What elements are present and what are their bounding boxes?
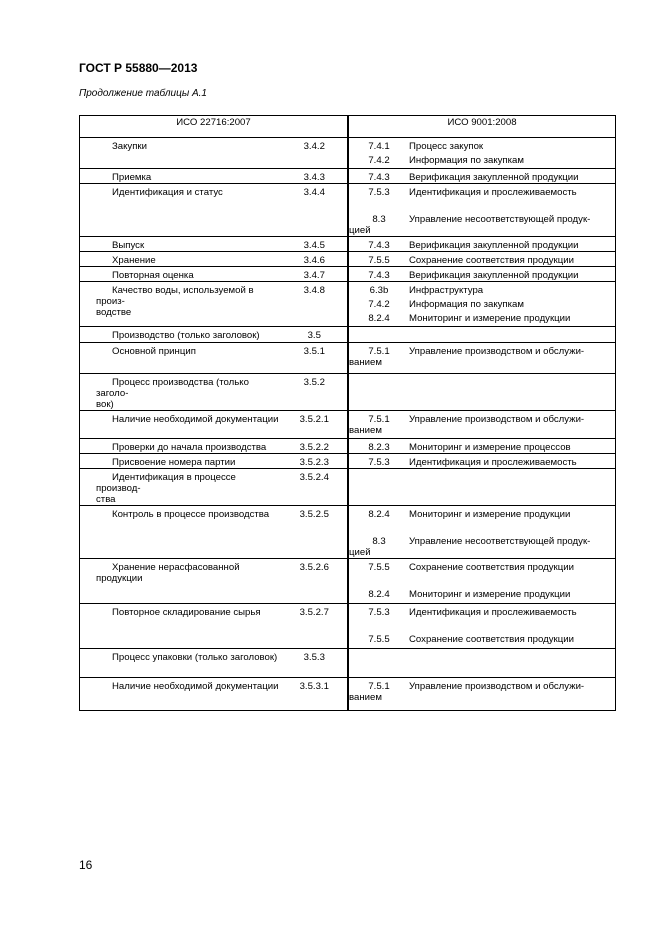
requirement-cell <box>80 604 282 649</box>
iso9001-reference <box>349 172 615 183</box>
clause-number: 3.5.1 <box>282 343 348 374</box>
iso9001-reference <box>349 607 615 618</box>
iso9001-reference <box>349 214 615 236</box>
iso9001-reference <box>349 240 615 251</box>
iso9001-cell <box>349 184 616 237</box>
iso9001-reference <box>349 681 615 703</box>
iso9001-clause: 8.3 <box>372 214 386 225</box>
iso9001-cell <box>349 439 616 454</box>
clause-number: 3.5.3 <box>282 649 348 678</box>
iso9001-title: Мониторинг и измерение продукции <box>409 509 571 520</box>
iso9001-title: Идентификация и прослеживаемость <box>409 457 577 468</box>
iso9001-title: Верификация закупленной продукции <box>409 240 579 251</box>
requirement-text: Контроль в процессе производства <box>112 509 270 520</box>
iso9001-cell <box>349 374 616 411</box>
iso9001-cell <box>349 237 616 252</box>
table-row <box>80 237 616 252</box>
iso9001-reference <box>349 442 615 453</box>
requirement-text: Хранение нерасфасованной продукции <box>96 562 240 584</box>
iso9001-clause: 8.2.4 <box>368 589 390 600</box>
clause-number: 3.4.7 <box>282 267 348 282</box>
requirement-text: Закупки <box>112 141 147 152</box>
iso9001-cell <box>349 343 616 374</box>
clause-number: 3.4.6 <box>282 252 348 267</box>
clause-number: 3.4.4 <box>282 184 348 237</box>
requirement-cell <box>80 374 282 411</box>
table-row <box>80 649 616 678</box>
requirement-cell <box>80 327 282 343</box>
table-row <box>80 454 616 469</box>
table-row <box>80 184 616 237</box>
column-header-iso22716: ИСО 22716:2007 <box>80 116 348 138</box>
iso9001-clause: 7.5.1 <box>368 346 390 357</box>
iso9001-reference <box>349 285 615 296</box>
requirement-cell <box>80 169 282 184</box>
iso9001-reference <box>349 187 615 198</box>
iso9001-cell <box>349 559 616 604</box>
requirement-cell <box>80 559 282 604</box>
iso9001-clause: 6.3b <box>369 285 389 296</box>
iso9001-clause: 7.5.5 <box>368 255 390 266</box>
iso9001-title-continued: ванием <box>349 425 382 436</box>
iso9001-cell <box>349 604 616 649</box>
requirement-text: Процесс упаковки (только заголовок) <box>112 652 278 663</box>
requirement-text: Выпуск <box>112 240 145 251</box>
requirement-cell <box>80 267 282 282</box>
table-row <box>80 678 616 711</box>
requirement-text: Идентификация в процессе производ- <box>96 472 236 494</box>
requirement-text: Повторная оценка <box>112 270 194 281</box>
iso9001-title: Верификация закупленной продукции <box>409 172 579 183</box>
clause-number: 3.5 <box>282 327 348 343</box>
iso9001-reference <box>349 634 615 645</box>
clause-number: 3.5.2.4 <box>282 469 348 506</box>
iso9001-title-continued: цией <box>349 225 371 236</box>
clause-number: 3.5.3.1 <box>282 678 348 711</box>
iso9001-title: Идентификация и прослеживаемость <box>409 607 577 618</box>
iso9001-title: Управление несоответствующей продук- <box>409 214 591 225</box>
requirement-text: Приемка <box>112 172 152 183</box>
table-row <box>80 374 616 411</box>
requirement-text: Наличие необходимой документации <box>112 681 279 692</box>
iso9001-reference <box>349 457 615 468</box>
iso9001-clause: 7.5.3 <box>368 187 390 198</box>
table-row <box>80 327 616 343</box>
requirement-cell <box>80 454 282 469</box>
iso9001-cell <box>349 454 616 469</box>
requirement-cell <box>80 439 282 454</box>
clause-number: 3.5.2.1 <box>282 411 348 439</box>
table-body <box>80 138 616 711</box>
iso9001-clause: 7.5.1 <box>368 414 390 425</box>
correspondence-table <box>79 115 616 711</box>
iso9001-reference <box>349 589 615 600</box>
table-row <box>80 411 616 439</box>
iso9001-title-continued: цией <box>349 547 371 558</box>
iso9001-clause: 7.4.3 <box>368 240 390 251</box>
iso9001-clause: 7.5.1 <box>368 681 390 692</box>
requirement-cell <box>80 138 282 169</box>
iso9001-clause: 8.2.4 <box>368 313 390 324</box>
iso9001-cell <box>349 252 616 267</box>
iso9001-clause: 7.5.3 <box>368 457 390 468</box>
requirement-cell <box>80 506 282 559</box>
iso9001-reference <box>349 346 615 368</box>
iso9001-reference <box>349 536 615 558</box>
clause-number: 3.4.8 <box>282 282 348 327</box>
iso9001-clause: 7.4.2 <box>368 155 390 166</box>
requirement-cell <box>80 343 282 374</box>
requirement-text-continued: вок) <box>96 399 114 410</box>
table-row <box>80 506 616 559</box>
iso9001-reference <box>349 313 615 324</box>
table-row <box>80 267 616 282</box>
clause-number: 3.5.2 <box>282 374 348 411</box>
column-header-iso9001: ИСО 9001:2008 <box>349 116 616 138</box>
clause-number: 3.4.3 <box>282 169 348 184</box>
requirement-cell <box>80 411 282 439</box>
iso9001-clause: 8.2.3 <box>368 442 390 453</box>
standard-title: ГОСТ Р 55880—2013 <box>79 61 198 75</box>
iso9001-reference <box>349 414 615 436</box>
iso9001-reference <box>349 141 615 152</box>
clause-number: 3.5.2.6 <box>282 559 348 604</box>
requirement-text-continued: водстве <box>96 307 132 318</box>
table-row <box>80 252 616 267</box>
clause-number: 3.5.2.7 <box>282 604 348 649</box>
requirement-text: Проверки до начала производства <box>112 442 267 453</box>
table-row <box>80 169 616 184</box>
iso9001-title: Сохранение соответствия продукции <box>409 255 574 266</box>
requirement-text: Хранение <box>112 255 156 266</box>
iso9001-clause: 8.3 <box>372 536 386 547</box>
iso9001-clause: 7.5.5 <box>368 634 390 645</box>
table-row <box>80 604 616 649</box>
requirement-cell <box>80 237 282 252</box>
iso9001-reference <box>349 509 615 520</box>
clause-number: 3.4.2 <box>282 138 348 169</box>
iso9001-clause: 7.4.3 <box>368 172 390 183</box>
table-row <box>80 469 616 506</box>
requirement-text: Производство (только заголовок) <box>112 330 260 341</box>
iso9001-cell <box>349 649 616 678</box>
table-row <box>80 282 616 327</box>
iso9001-clause: 8.2.4 <box>368 509 390 520</box>
iso9001-title-continued: ванием <box>349 692 382 703</box>
iso9001-reference <box>349 155 615 166</box>
clause-number: 3.5.2.5 <box>282 506 348 559</box>
table-row <box>80 138 616 169</box>
iso9001-cell <box>349 506 616 559</box>
iso9001-cell <box>349 169 616 184</box>
table-caption: Продолжение таблицы А.1 <box>79 88 207 99</box>
iso9001-title: Информация по закупкам <box>409 299 524 310</box>
iso9001-cell <box>349 678 616 711</box>
iso9001-cell <box>349 138 616 169</box>
table-row <box>80 559 616 604</box>
clause-number: 3.5.2.3 <box>282 454 348 469</box>
requirement-cell <box>80 678 282 711</box>
iso9001-title: Информация по закупкам <box>409 155 524 166</box>
iso9001-reference <box>349 255 615 266</box>
iso9001-reference <box>349 562 615 573</box>
iso9001-reference <box>349 299 615 310</box>
requirement-cell <box>80 184 282 237</box>
requirement-text: Присвоение номера партии <box>112 457 236 468</box>
requirement-text: Процесс производства (только заголо- <box>96 377 249 399</box>
requirement-text: Наличие необходимой документации <box>112 414 279 425</box>
table-row <box>80 343 616 374</box>
iso9001-title: Мониторинг и измерение продукции <box>409 313 571 324</box>
iso9001-clause: 7.5.3 <box>368 607 390 618</box>
clause-number: 3.5.2.2 <box>282 439 348 454</box>
iso9001-title: Идентификация и прослеживаемость <box>409 187 577 198</box>
iso9001-title: Управление производством и обслужи- <box>409 346 585 357</box>
iso9001-title: Управление производством и обслужи- <box>409 414 585 425</box>
iso9001-reference <box>349 270 615 281</box>
table-row <box>80 439 616 454</box>
iso9001-cell <box>349 469 616 506</box>
requirement-text: Идентификация и статус <box>112 187 223 198</box>
requirement-text-continued: ства <box>96 494 116 505</box>
iso9001-cell <box>349 327 616 343</box>
page-number: 16 <box>79 858 93 872</box>
iso9001-title: Верификация закупленной продукции <box>409 270 579 281</box>
requirement-cell <box>80 282 282 327</box>
iso9001-title: Мониторинг и измерение продукции <box>409 589 571 600</box>
iso9001-clause: 7.4.1 <box>368 141 390 152</box>
requirement-text: Качество воды, используемой в произ- <box>96 285 254 307</box>
iso9001-title: Управление производством и обслужи- <box>409 681 585 692</box>
clause-number: 3.4.5 <box>282 237 348 252</box>
iso9001-title: Инфраструктура <box>409 285 484 296</box>
iso9001-clause: 7.5.5 <box>368 562 390 573</box>
iso9001-title: Сохранение соответствия продукции <box>409 634 574 645</box>
iso9001-cell <box>349 411 616 439</box>
requirement-cell <box>80 649 282 678</box>
iso9001-title-continued: ванием <box>349 357 382 368</box>
requirement-text: Повторное складирование сырья <box>112 607 261 618</box>
requirement-cell <box>80 252 282 267</box>
iso9001-clause: 7.4.2 <box>368 299 390 310</box>
iso9001-clause: 7.4.3 <box>368 270 390 281</box>
requirement-cell <box>80 469 282 506</box>
iso9001-title: Процесс закупок <box>409 141 484 152</box>
requirement-text: Основной принцип <box>112 346 196 357</box>
iso9001-cell <box>349 267 616 282</box>
iso9001-cell <box>349 282 616 327</box>
iso9001-title: Сохранение соответствия продукции <box>409 562 574 573</box>
iso9001-title: Мониторинг и измерение процессов <box>409 442 571 453</box>
iso9001-title: Управление несоответствующей продук- <box>409 536 591 547</box>
